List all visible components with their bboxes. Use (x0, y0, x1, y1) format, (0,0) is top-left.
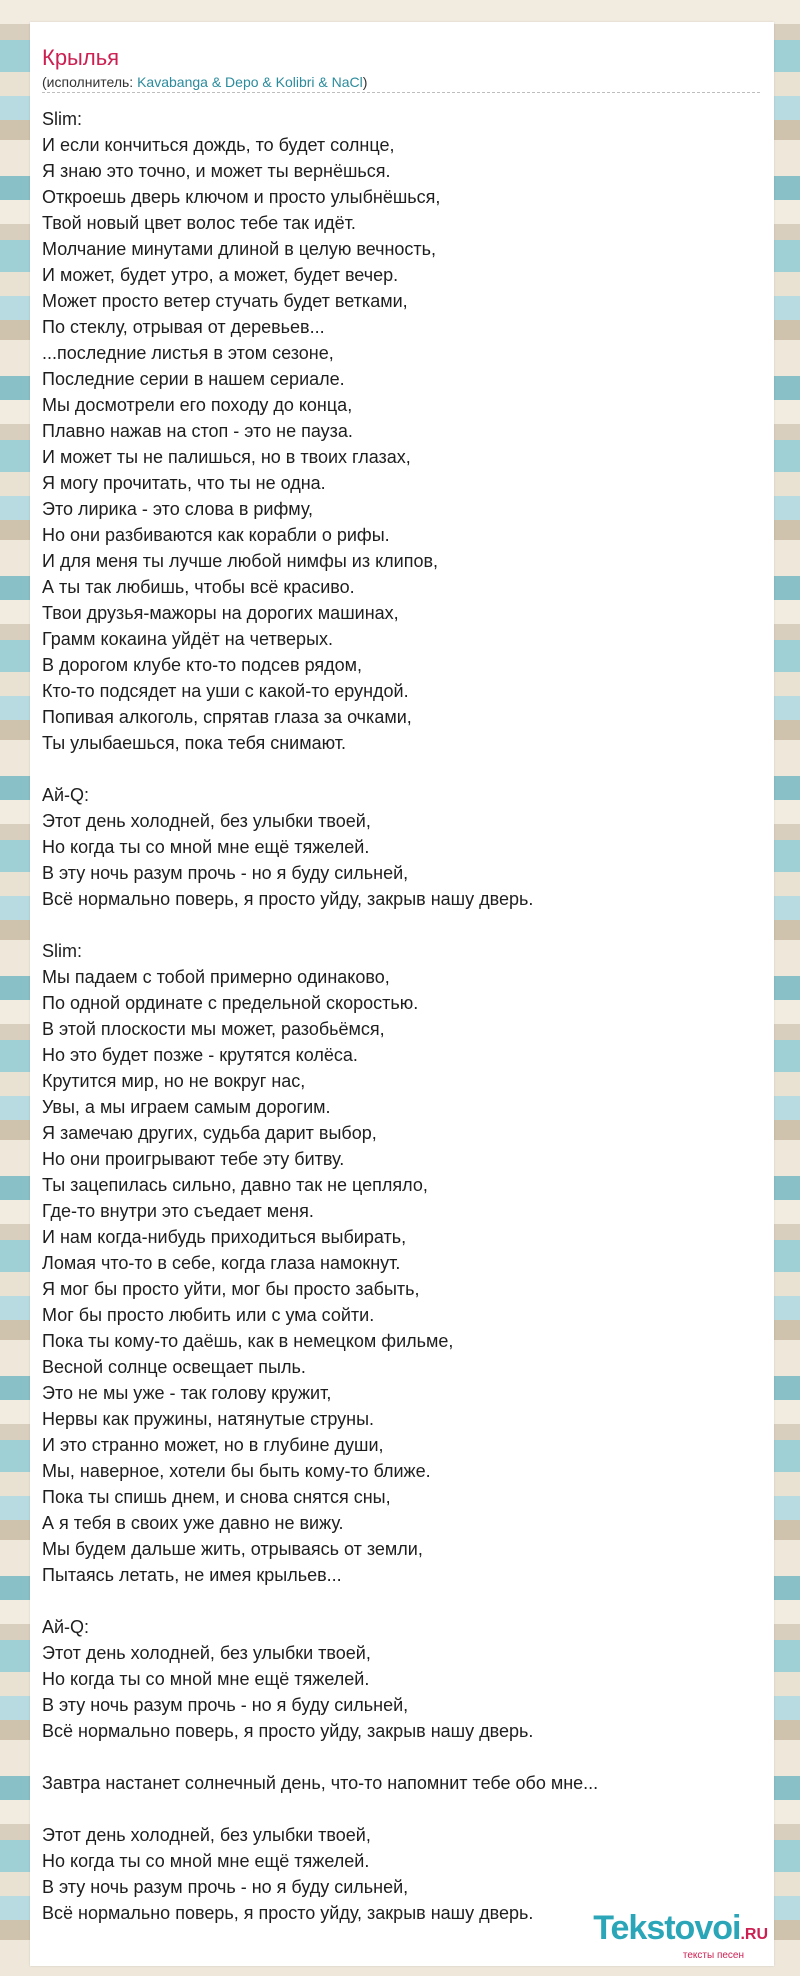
lyrics-line: А ты так любишь, чтобы всё красиво. (42, 577, 355, 597)
lyrics-blank-line (42, 912, 762, 938)
lyrics-line: Кто-то подсядет на уши с какой-то ерундой. (42, 681, 409, 701)
lyrics-line: И если кончиться дождь, то будет солнце, (42, 135, 395, 155)
lyrics-line: Я замечаю других, судьба дарит выбор, (42, 1123, 377, 1143)
lyrics-line: Завтра настанет солнечный день, что-то напомнит тебе обо мне... (42, 1773, 599, 1793)
performer-suffix: ) (362, 74, 368, 90)
lyrics-blank-line (42, 1744, 762, 1770)
site-logo[interactable] (593, 1911, 768, 1962)
lyrics-line: Мы, наверное, хотели бы быть кому-то ближе. (42, 1461, 431, 1481)
lyrics-blank-line (42, 1588, 762, 1614)
lyrics-line: Мы досмотрели его походу до конца, (42, 395, 353, 415)
lyrics-line: Я мог бы просто уйти, мог бы просто забыть, (42, 1279, 420, 1299)
performer-line (42, 73, 367, 91)
lyrics-line: Этот день холодней, без улыбки твоей, (42, 1825, 371, 1845)
lyrics-line: Этот день холодней, без улыбки твоей, (42, 811, 371, 831)
lyrics-line: Откроешь дверь ключом и просто улыбнёшься, (42, 187, 441, 207)
lyrics-line: Весной солнце освещает пыль. (42, 1357, 306, 1377)
lyrics-blank-line (42, 1796, 762, 1822)
lyrics-line: В дорогом клубе кто-то подсев рядом, (42, 655, 363, 675)
lyrics-line: Твой новый цвет волос тебе так идёт. (42, 213, 356, 233)
lyrics-text (42, 106, 762, 1926)
lyrics-line: И для меня ты лучше любой нимфы из клипов, (42, 551, 439, 571)
song-title: Крылья (42, 45, 120, 70)
logo-tld: .RU (740, 1926, 768, 1943)
lyrics-line: Но они разбиваются как корабли о рифы. (42, 525, 390, 545)
lyrics-line: Я могу прочитать, что ты не одна. (42, 473, 326, 493)
lyrics-line: Но когда ты со мной мне ещё тяжелей. (42, 837, 370, 857)
lyrics-line: Этот день холодней, без улыбки твоей, (42, 1643, 371, 1663)
lyrics-line: Мы будем дальше жить, отрываясь от земли, (42, 1539, 423, 1559)
lyrics-line: Но когда ты со мной мне ещё тяжелей. (42, 1669, 370, 1689)
lyrics-line: В эту ночь разум прочь - но я буду сильней, (42, 1695, 409, 1715)
logo-tagline: тексты песен (682, 1950, 744, 1961)
lyrics-line: Slim: (42, 109, 82, 129)
lyrics-line: Ай-Q: (42, 785, 90, 805)
lyrics-line: Где-то внутри это съедает меня. (42, 1201, 314, 1221)
lyrics-line: И может, будет утро, а может, будет вечер. (42, 265, 399, 285)
lyrics-line: И нам когда-нибудь приходиться выбирать, (42, 1227, 407, 1247)
lyrics-line: Но когда ты со мной мне ещё тяжелей. (42, 1851, 370, 1871)
lyrics-line: Всё нормально поверь, я просто уйду, закрыв нашу дверь. (42, 1721, 534, 1741)
lyrics-line: Я знаю это точно, и может ты вернёшься. (42, 161, 391, 181)
lyrics-line: В эту ночь разум прочь - но я буду сильней, (42, 1877, 409, 1897)
lyrics-line: Ай-Q: (42, 1617, 90, 1637)
lyrics-line: ...последние листья в этом сезоне, (42, 343, 334, 363)
lyrics-line: Твои друзья-мажоры на дорогих машинах, (42, 603, 399, 623)
lyrics-line: А я тебя в своих уже давно не вижу. (42, 1513, 344, 1533)
lyrics-line: Увы, а мы играем самым дорогим. (42, 1097, 331, 1117)
lyrics-line: Последние серии в нашем сериале. (42, 369, 345, 389)
lyrics-line: Это лирика - это слова в рифму, (42, 499, 314, 519)
lyrics-line: Может просто ветер стучать будет ветками, (42, 291, 408, 311)
title-divider (42, 92, 760, 93)
lyrics-line: Ломая что-то в себе, когда глаза намокнут. (42, 1253, 401, 1273)
lyrics-line: Пытаясь летать, не имея крыльев... (42, 1565, 342, 1585)
lyrics-line: Пока ты кому-то даёшь, как в немецком фильме, (42, 1331, 454, 1351)
lyrics-line: И может ты не палишься, но в твоих глазах, (42, 447, 411, 467)
performer-prefix: (исполнитель: (42, 74, 138, 90)
lyrics-blank-line (42, 756, 762, 782)
logo-name: Tekstovoi (593, 1909, 741, 1947)
lyrics-line: Slim: (42, 941, 82, 961)
lyrics-line: Всё нормально поверь, я просто уйду, закрыв нашу дверь. (42, 889, 534, 909)
lyrics-line: Грамм кокаина уйдёт на четверых. (42, 629, 334, 649)
lyrics-line: И это странно может, но в глубине души, (42, 1435, 384, 1455)
lyrics-line: В эту ночь разум прочь - но я буду сильней, (42, 863, 409, 883)
lyrics-line: Плавно нажав на стоп - это не пауза. (42, 421, 353, 441)
lyrics-line: Ты улыбаешься, пока тебя снимают. (42, 733, 346, 753)
lyrics-line: Мог бы просто любить или с ума сойти. (42, 1305, 375, 1325)
lyrics-line: По одной ординате с предельной скоростью. (42, 993, 419, 1013)
lyrics-line: По стеклу, отрывая от деревьев... (42, 317, 325, 337)
lyrics-line: Попивая алкоголь, спрятав глаза за очками, (42, 707, 412, 727)
lyrics-line: Пока ты спишь днем, и снова снятся сны, (42, 1487, 391, 1507)
lyrics-line: Нервы как пружины, натянутые струны. (42, 1409, 375, 1429)
lyrics-line: Крутится мир, но не вокруг нас, (42, 1071, 306, 1091)
lyrics-line: Молчание минутами длиной в целую вечность, (42, 239, 437, 259)
lyrics-line: Всё нормально поверь, я просто уйду, закрыв нашу дверь. (42, 1903, 534, 1923)
lyrics-line: Но это будет позже - крутятся колёса. (42, 1045, 358, 1065)
lyrics-line: Это не мы уже - так голову кружит, (42, 1383, 332, 1403)
performer-link[interactable]: Kavabanga & Depo & Kolibri & NaCl (137, 74, 363, 90)
lyrics-line: Мы падаем с тобой примерно одинаково, (42, 967, 390, 987)
lyrics-line: Ты зацепилась сильно, давно так не цепляло, (42, 1175, 428, 1195)
lyrics-line: Но они проигрывают тебе эту битву. (42, 1149, 345, 1169)
lyrics-line: В этой плоскости мы может, разобьёмся, (42, 1019, 385, 1039)
lyrics-card (30, 22, 774, 1966)
